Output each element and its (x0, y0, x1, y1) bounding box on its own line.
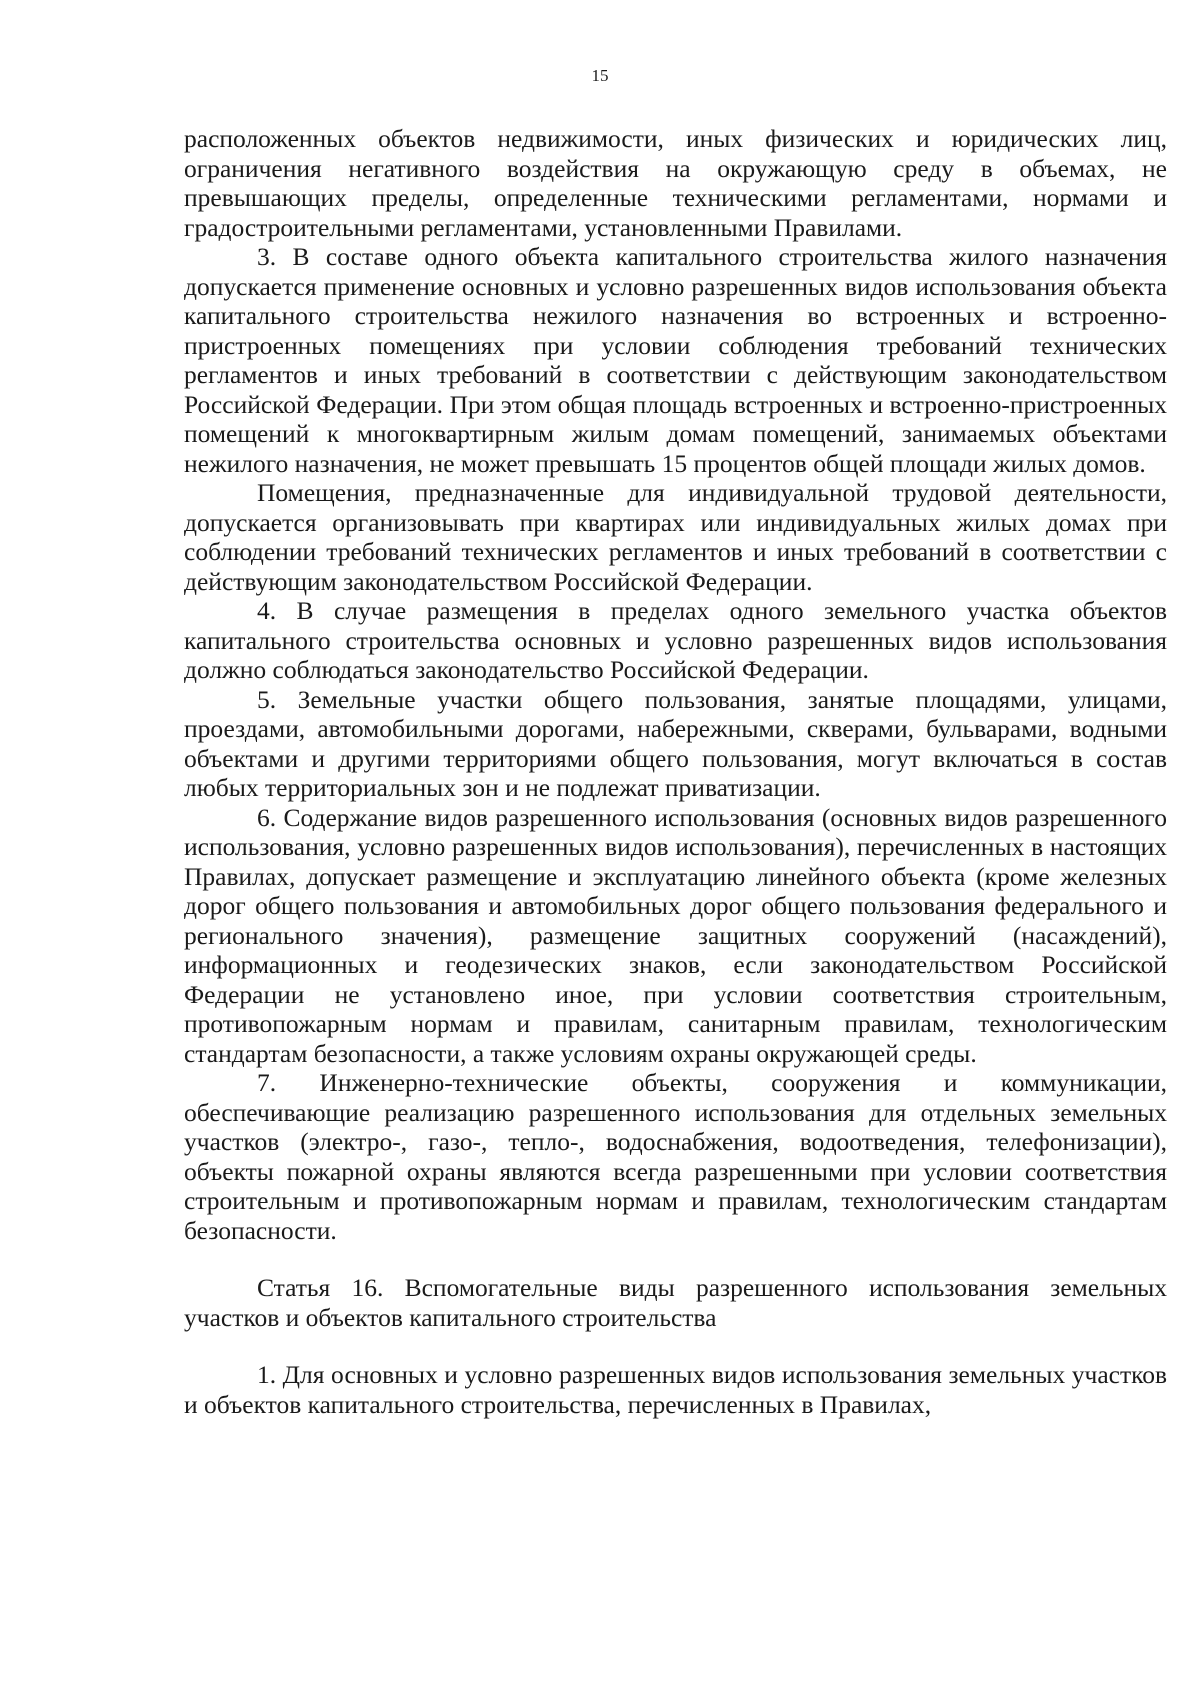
paragraph-premises: Помещения, предназначенные для индивидуальной трудовой деятельности, допускается организовывать при квартирах или индивидуальных жилых домах при соблюдении требований технических регламентов и иных требований в соответствии с действующим законодательством Российской Федерации. (184, 478, 1167, 596)
paragraph-item-6: 6. Содержание видов разрешенного использования (основных видов разрешенного использования, условно разрешенных видов использования), перечисленных в настоящих Правилах, допускает размещение и эксплуатацию линейного объекта (кроме железных дорог общего пользования и автомобильных дорог общего пользования федерального и регионального значения), размещение защитных сооружений (насаждений), информационных и геодезических знаков, если законодательством Российской Федерации не установлено иное, при условии соответствия строительным, противопожарным нормам и правилам, санитарным правилам, технологическим стандартам безопасности, а также условиям охраны окружающей среды. (184, 802, 1167, 1068)
page-number: 15 (591, 66, 609, 85)
paragraph-item-4: 4. В случае размещения в пределах одного земельного участка объектов капитального строительства основных и условно разрешенных видов использования должно соблюдаться законодательство Российской Федерации. (184, 596, 1167, 684)
paragraph-item-5: 5. Земельные участки общего пользования, занятые площадями, улицами, проездами, автомобильными дорогами, набережными, скверами, бульварами, водными объектами и другими территориями общего пользования, могут включаться в состав любых территориальных зон и не подлежат приватизации. (184, 684, 1167, 802)
document-body (184, 124, 1167, 1419)
paragraph-item-7: 7. Инженерно-технические объекты, сооружения и коммуникации, обеспечивающие реализацию разрешенного использования для отдельных земельных участков (электро-, газо-, тепло-, водоснабжения, водоотведения, телефонизации), объекты пожарной охраны являются всегда разрешенными при условии соответствия строительным и противопожарным нормам и правилам, технологическим стандартам безопасности. (184, 1068, 1167, 1245)
paragraph-item-3: 3. В составе одного объекта капитального строительства жилого назначения допускается применение основных и условно разрешенных видов использования объекта капитального строительства нежилого назначения во встроенных и встроенно-пристроенных помещениях при условии соблюдения требований технических регламентов и иных требований в соответствии с действующим законодательством Российской Федерации. При этом общая площадь встроенных и встроенно-пристроенных помещений к многоквартирным жилым домам помещений, занимаемых объектами нежилого назначения, не может превышать 15 процентов общей площади жилых домов. (184, 242, 1167, 478)
paragraph-continuation: расположенных объектов недвижимости, иных физических и юридических лиц, ограничения негативного воздействия на окружающую среду в объемах, не превышающих пределы, определенные техническими регламентами, нормами и градостроительными регламентами, установленными Правилами. (184, 124, 1167, 242)
paragraph-article-16-item-1: 1. Для основных и условно разрешенных видов использования земельных участков и объектов капитального строительства, перечисленных в Правилах, (184, 1360, 1167, 1419)
article-heading: Статья 16. Вспомогательные виды разрешенного использования земельных участков и объектов капитального строительства (184, 1273, 1167, 1332)
